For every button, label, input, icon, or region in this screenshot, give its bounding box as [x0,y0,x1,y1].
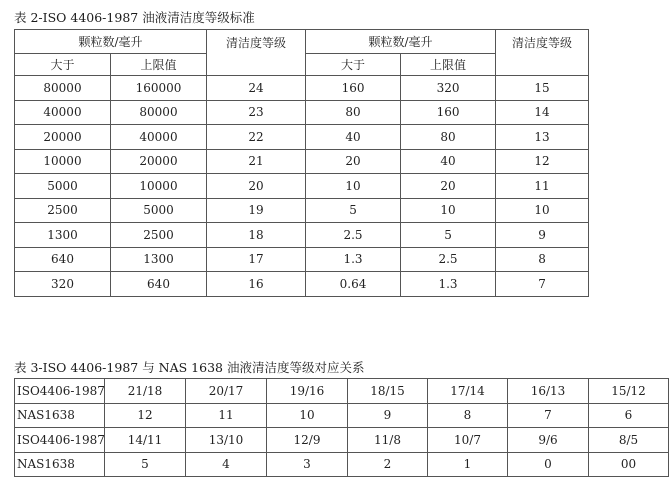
table-cell: 5000 [111,198,207,223]
header-particles-per-ml: 颗粒数/毫升 [15,30,207,54]
table-3-caption: 表 3-ISO 4406-1987 与 NAS 1638 油液清洁度等级对应关系 [14,360,365,375]
table-cell: 10 [306,174,401,199]
table-cell: 40 [401,149,496,174]
table-cell: 4 [186,452,267,477]
table-row [15,198,589,223]
table-cell: 13 [496,125,589,150]
table-cell: 11/8 [348,428,428,453]
table-cell: 12 [105,403,186,428]
table-cell: 19/16 [267,379,348,404]
table-cell: 10 [267,403,348,428]
table-cell: 320 [15,272,111,297]
table-cell: 80 [401,125,496,150]
table-cell: 10000 [111,174,207,199]
table-cell: 2.5 [306,223,401,248]
table-cell: 20000 [15,125,111,150]
table-cell: 20 [306,149,401,174]
table-cell: 14/11 [105,428,186,453]
table-cell: 18/15 [348,379,428,404]
table-cell: 15/12 [589,379,669,404]
table-cell: 13/10 [186,428,267,453]
table-cell: 160 [401,100,496,125]
table-cell: 160000 [111,76,207,101]
iso-nas-correspondence-table [14,378,669,477]
table-cell: 8 [496,247,589,272]
row-header-standard: NAS1638 [15,452,105,477]
table-cell: 00 [589,452,669,477]
table-cell: 80 [306,100,401,125]
table-cell: 16/13 [508,379,589,404]
table-cell: 9 [348,403,428,428]
table-cell: 40 [306,125,401,150]
table-cell: 15 [496,76,589,101]
table-cell: 160 [306,76,401,101]
table-cell: 18 [207,223,306,248]
table-cell: 11 [496,174,589,199]
table-cell: 2500 [111,223,207,248]
table-cell: 12/9 [267,428,348,453]
table-cell: 40000 [15,100,111,125]
table-cell: 20000 [111,149,207,174]
table-cell: 17/14 [428,379,508,404]
header-upper-limit: 上限值 [401,54,496,76]
table-cell: 10000 [15,149,111,174]
table-cell: 16 [207,272,306,297]
header-greater-than: 大于 [306,54,401,76]
iso4406-cleanliness-table [14,29,589,297]
table-row [15,174,589,199]
table-cell: 24 [207,76,306,101]
table-cell: 10 [401,198,496,223]
table-cell: 1.3 [306,247,401,272]
table-cell: 0.64 [306,272,401,297]
table-2-caption: 表 2-ISO 4406-1987 油液清洁度等级标准 [14,10,255,25]
table-cell: 1 [428,452,508,477]
table-cell: 80000 [15,76,111,101]
table-row [15,428,669,453]
table-cell: 3 [267,452,348,477]
table-cell: 320 [401,76,496,101]
table-cell: 23 [207,100,306,125]
table-cell: 640 [111,272,207,297]
table-cell: 8/5 [589,428,669,453]
table-row [15,452,669,477]
table-cell: 20 [401,174,496,199]
table-cell: 0 [508,452,589,477]
table-row [15,379,669,404]
table-row [15,223,589,248]
header-upper-limit: 上限值 [111,54,207,76]
row-header-standard: NAS1638 [15,403,105,428]
table-row [15,403,669,428]
table-cell: 20/17 [186,379,267,404]
table-cell: 1300 [15,223,111,248]
header-greater-than: 大于 [15,54,111,76]
table-cell: 7 [496,272,589,297]
table-row [15,149,589,174]
row-header-standard: ISO4406-1987 [15,379,105,404]
table-cell: 80000 [111,100,207,125]
table-row [15,272,589,297]
table-cell: 22 [207,125,306,150]
table-cell: 12 [496,149,589,174]
table-cell: 2.5 [401,247,496,272]
row-header-standard: ISO4406-1987 [15,428,105,453]
table-cell: 20 [207,174,306,199]
header-cleanliness-grade: 清洁度等级 [207,30,306,76]
table-cell: 17 [207,247,306,272]
table-cell: 8 [428,403,508,428]
header-cleanliness-grade: 清洁度等级 [496,30,589,76]
table-cell: 1300 [111,247,207,272]
table-cell: 5 [105,452,186,477]
table-cell: 9/6 [508,428,589,453]
table-cell: 5 [401,223,496,248]
table-cell: 2500 [15,198,111,223]
table-cell: 19 [207,198,306,223]
table-cell: 7 [508,403,589,428]
table-cell: 9 [496,223,589,248]
table-cell: 21 [207,149,306,174]
table-cell: 10 [496,198,589,223]
table-cell: 11 [186,403,267,428]
table-cell: 1.3 [401,272,496,297]
table-row [15,76,589,101]
table-cell: 21/18 [105,379,186,404]
table-cell: 640 [15,247,111,272]
header-particles-per-ml: 颗粒数/毫升 [306,30,496,54]
table-cell: 5 [306,198,401,223]
table-cell: 10/7 [428,428,508,453]
table-row [15,247,589,272]
table-cell: 5000 [15,174,111,199]
table-cell: 14 [496,100,589,125]
table-row [15,125,589,150]
table-row [15,100,589,125]
table-cell: 40000 [111,125,207,150]
table-cell: 2 [348,452,428,477]
table-cell: 6 [589,403,669,428]
